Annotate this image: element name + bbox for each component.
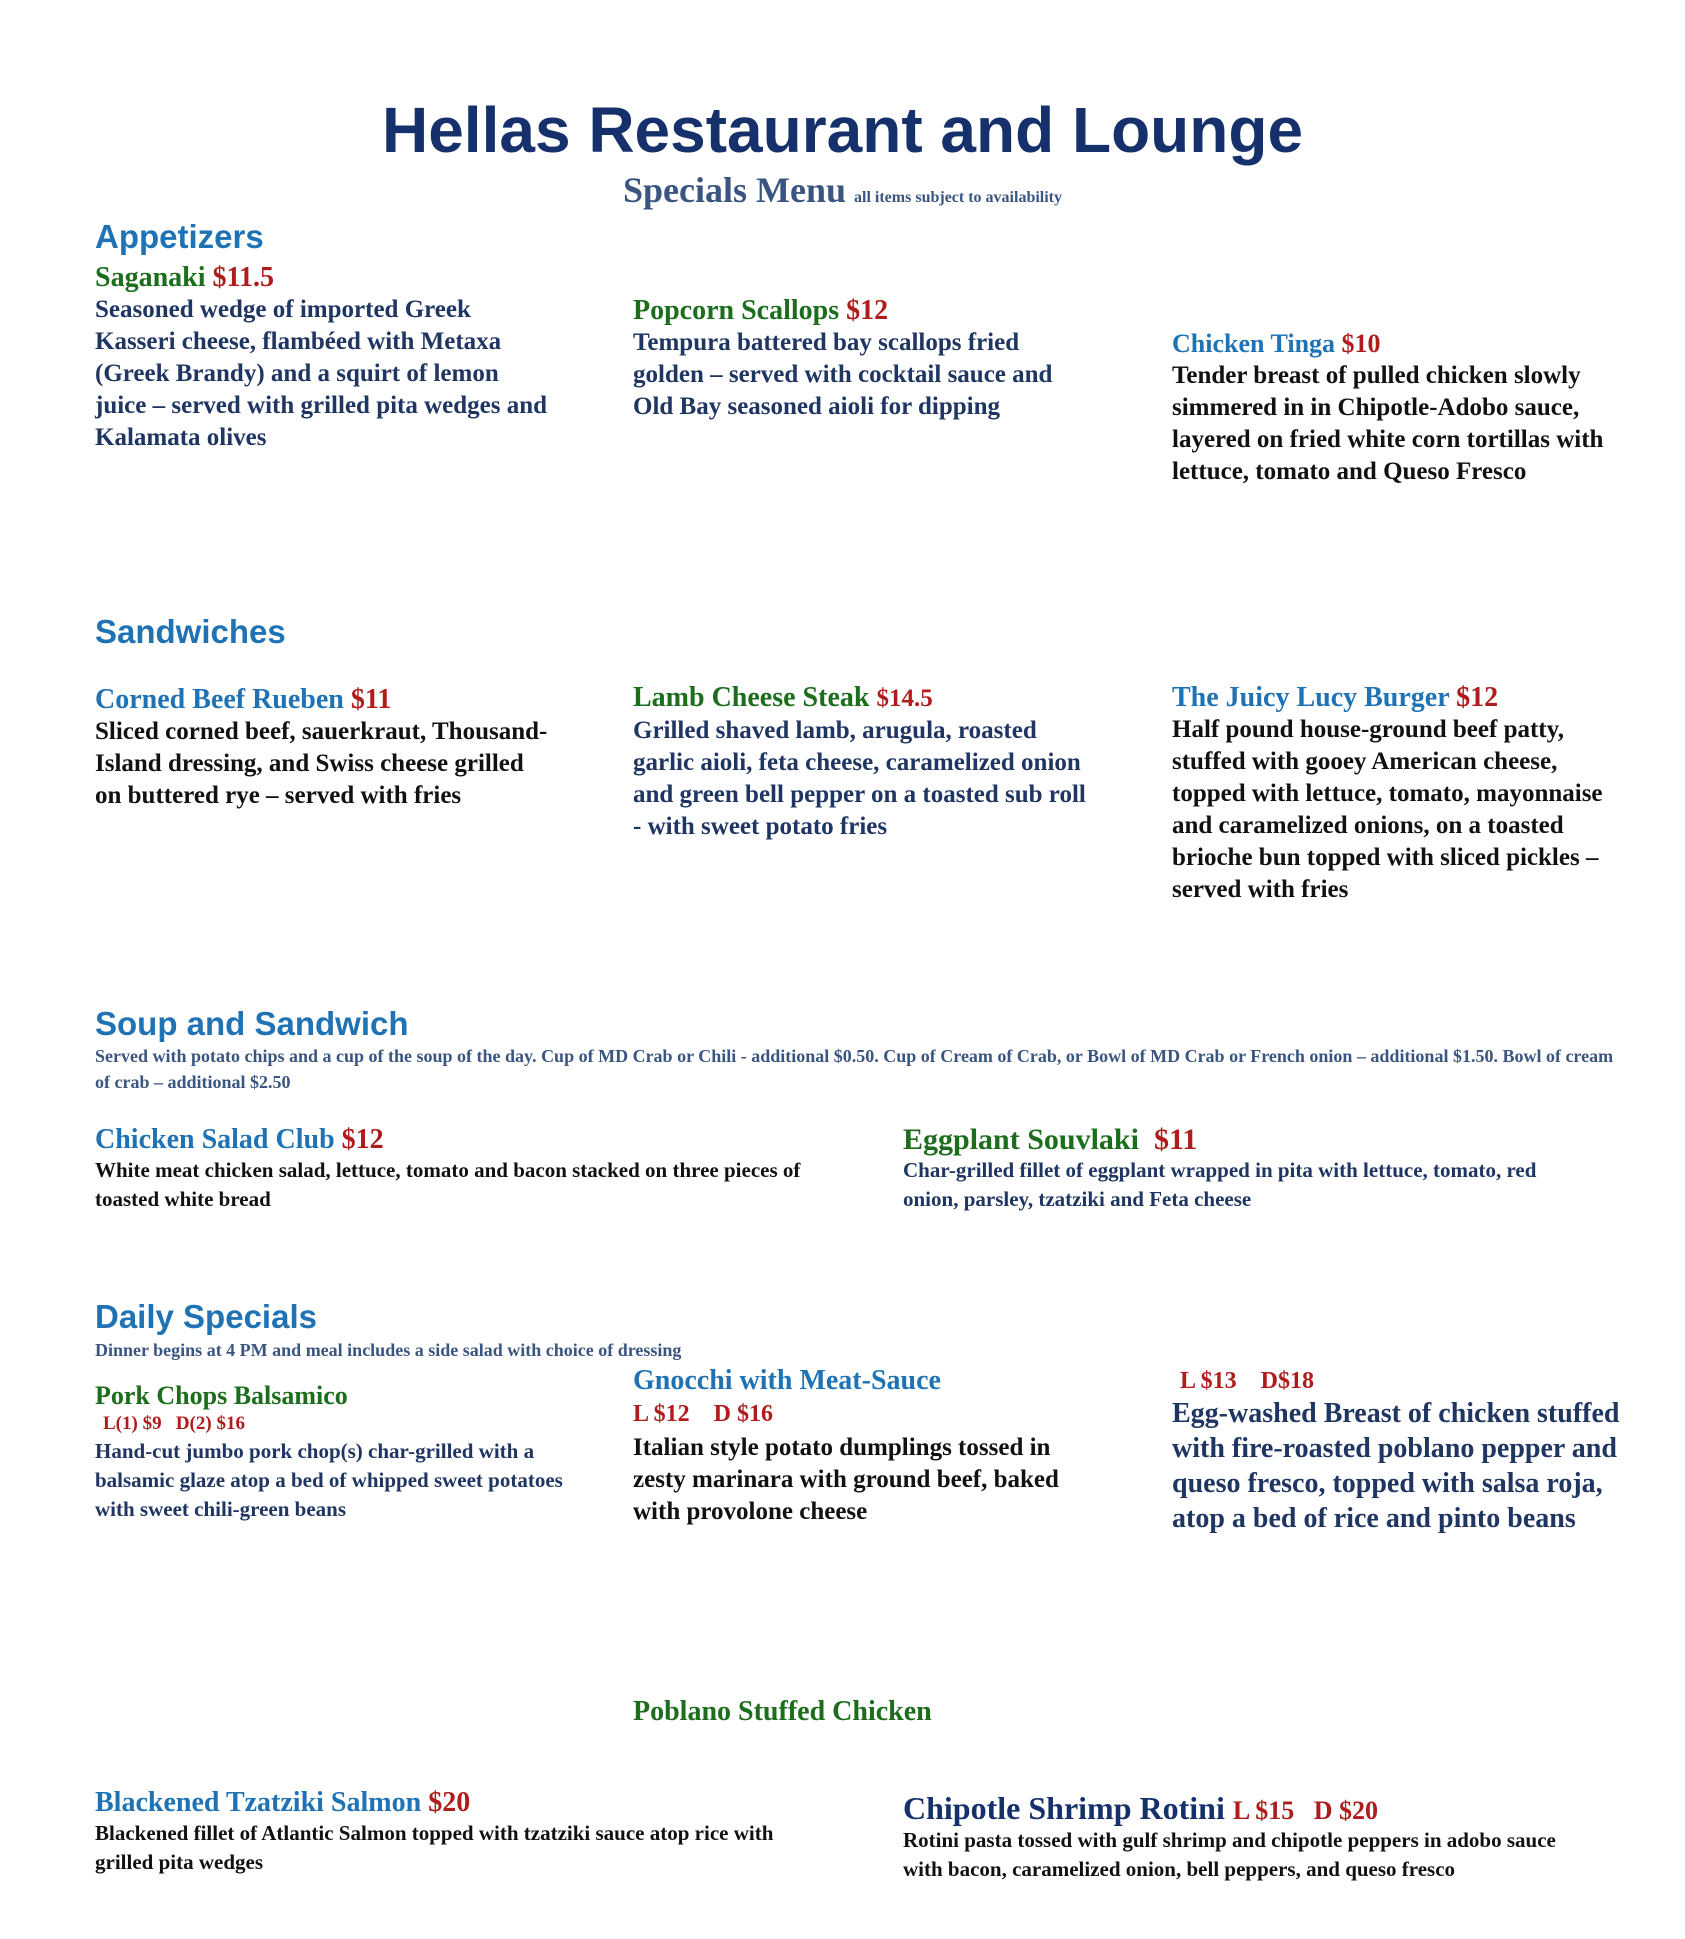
item-description: Blackened fillet of Atlantic Salmon topped with tzatziki sauce atop rice with grilled pita wedges [95,1821,774,1874]
item-description: Tempura battered bay scallops fried golden – served with cocktail sauce and Old Bay seasoned aioli for dipping [633,329,1053,420]
item-name: Gnocchi with Meat-Sauce [633,1365,941,1396]
item-prices: L(1) $9 D(2) $16 [103,1413,245,1434]
menu-item-saganaki [95,262,550,454]
item-title [633,295,1093,327]
menu-item-juicy-lucy-burger [1172,682,1627,906]
section-heading-sandwiches: Sandwiches [95,613,286,650]
item-description: Italian style potato dumplings tossed in zesty marinara with ground beef, baked with provolone cheese [633,1434,1059,1525]
item-price: $20 [428,1787,471,1818]
menu-item-chicken-tinga [1172,328,1627,488]
menu-item-blackened-tzatziki-salmon [95,1787,835,1877]
item-name: Blackened Tzatziki Salmon [95,1787,422,1818]
item-price: $10 [1341,329,1381,358]
item-title [95,1787,835,1819]
item-description: Rotini pasta tossed with gulf shrimp and chipotle peppers in adobo sauce with bacon, caramelized onion, bell peppers, and queso fresco [903,1828,1556,1881]
menu-item-eggplant-souvlaki [903,1124,1583,1214]
item-name: Eggplant Souvlaki [903,1123,1139,1156]
item-title [1172,328,1627,360]
item-description: Sliced corned beef, sauerkraut, Thousand-Island dressing, and Swiss cheese grilled on buttered rye – served with fries [95,718,548,809]
item-name: Corned Beef Rueben [95,684,344,715]
item-name: Chicken Tinga [1172,329,1336,358]
item-description: Char-grilled fillet of eggplant wrapped in pita with lettuce, tomato, red onion, parsley, tzatziki and Feta cheese [903,1158,1537,1211]
menu-subtitle: Specials Menu [623,170,847,210]
menu-item-lamb-cheese-steak [633,682,1093,843]
menu-item-chicken-salad-club [95,1124,835,1214]
item-name: Pork Chops Balsamico [95,1381,348,1410]
item-description: Seasoned wedge of imported Greek Kasseri cheese, flambéed with Metaxa (Greek Brandy) and a squirt of lemon juice – served with grilled pita wedges and Kalamata olives [95,296,548,451]
item-prices: L $13 D$18 [1180,1368,1315,1394]
section-heading-appetizers: Appetizers [95,218,264,255]
item-price: $11 [350,684,392,715]
subtitle-line [0,172,1685,208]
daily-specials-note: Dinner begins at 4 PM and meal includes a side salad with choice of dressing [95,1340,682,1360]
item-title [95,262,550,294]
soup-sandwich-note: Served with potato chips and a cup of the soup of the day. Cup of MD Crab or Chili - additional $0.50. Cup of Cream of Crab, or Bowl of MD Crab or French onion – additional $1.50. Bowl of cream of crab – additional $2.50 [95,1046,1614,1092]
item-prices: L $15 D $20 [1232,1796,1379,1825]
item-title [903,1124,1583,1156]
restaurant-title: Hellas Restaurant and Lounge [381,94,1304,166]
item-title [633,682,1093,715]
section-heading-soup-and-sandwich: Soup and Sandwich [95,1005,409,1042]
item-description: Grilled shaved lamb, arugula, roasted garlic aioli, feta cheese, caramelized onion and green bell pepper on a toasted sub roll - with sweet potato fries [633,717,1086,840]
item-name: Chicken Salad Club [95,1124,335,1155]
item-price: $14.5 [876,685,933,712]
menu-item-pork-chops-balsamico [95,1381,565,1524]
item-description: Tender breast of pulled chicken slowly simmered in in Chipotle-Adobo sauce, layered on fried white corn tortillas with lettuce, tomato and Queso Fresco [1172,362,1604,485]
item-description: White meat chicken salad, lettuce, tomato and bacon stacked on three pieces of toasted white bread [95,1158,801,1211]
item-title [1172,682,1627,714]
item-description: Egg-washed Breast of chicken stuffed with fire-roasted poblano pepper and queso fresco, topped with salsa roja, atop a bed of rice and pinto beans [1172,1398,1620,1534]
item-prices: L $12 D $16 [633,1401,774,1427]
section-heading-daily-specials: Daily Specials [95,1298,317,1335]
menu-item-gnocchi-meat-sauce [633,1365,1093,1528]
item-name: The Juicy Lucy Burger [1172,682,1450,713]
menu-item-popcorn-scallops [633,295,1093,423]
item-name: Saganaki [95,262,206,293]
item-title [95,684,555,716]
item-name: Chipotle Shrimp Rotini [903,1790,1225,1826]
menu-item-chipotle-shrimp-rotini [903,1790,1583,1884]
item-description: Hand-cut jumbo pork chop(s) char-grilled with a balsamic glaze atop a bed of whipped sweet potatoes with sweet chili-green beans [95,1439,563,1521]
menu-item-corned-beef-rueben [95,684,555,812]
item-price: $12 [341,1124,384,1155]
item-description: Half pound house-ground beef patty, stuffed with gooey American cheese, topped with lettuce, tomato, mayonnaise and caramelized onions, on a toasted brioche bun topped with sliced pickles – served with fries [1172,716,1603,903]
item-price: $12 [846,295,889,326]
menu-item-poblano-stuffed-chicken-details [1172,1366,1642,1536]
poblano-stuffed-chicken-title: Poblano Stuffed Chicken [633,1696,932,1727]
item-price: $12 [1456,682,1499,713]
item-price: $11.5 [212,262,274,293]
item-title [95,1124,835,1156]
item-name: Popcorn Scallops [633,295,840,326]
item-name: Lamb Cheese Steak [633,682,870,713]
availability-note: all items subject to availability [854,189,1062,206]
item-price: $11 [1153,1123,1198,1156]
item-title [903,1790,1583,1826]
